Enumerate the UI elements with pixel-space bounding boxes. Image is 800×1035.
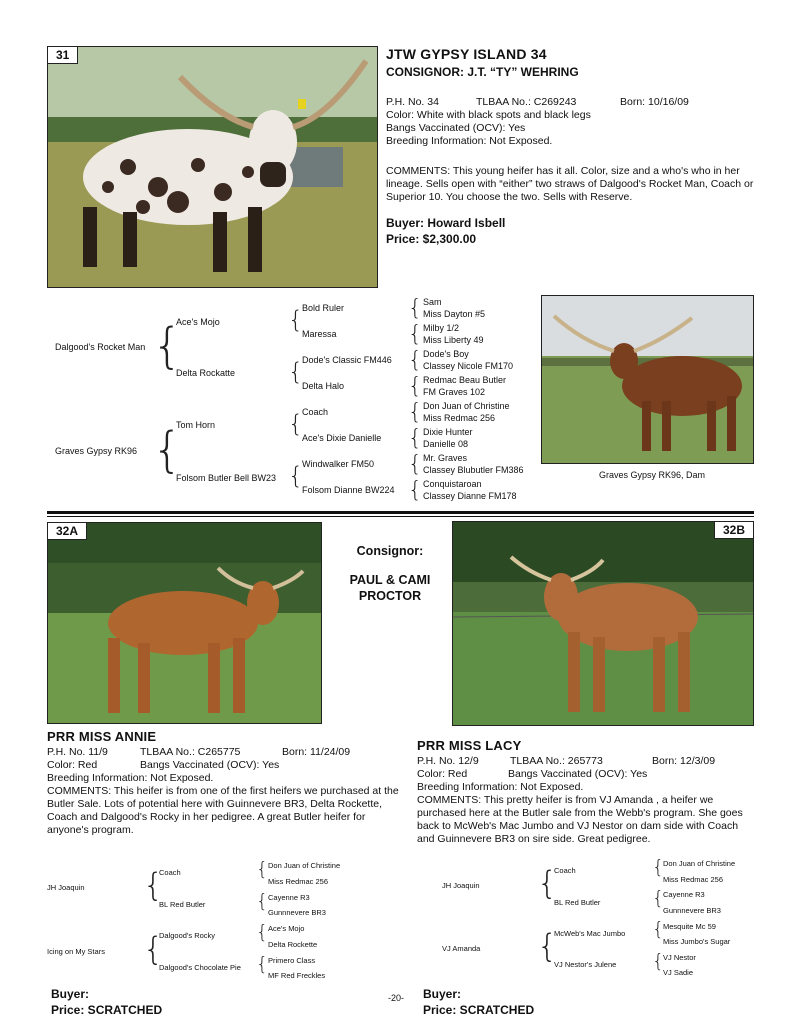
ped-g3: VJ Nestor (663, 953, 696, 962)
ped-g4: Mr. Graves (423, 453, 468, 463)
section-divider-thin (47, 516, 754, 517)
lot32a-buyer: Buyer: (51, 987, 90, 1001)
lot32b-name: PRR MISS LACY (417, 738, 522, 753)
lot31-breeding: Breeding Information: Not Exposed. (386, 135, 553, 147)
lot32b-bangs: Bangs Vaccinated (OCV): Yes (508, 768, 648, 780)
consignor-block (330, 544, 450, 604)
ped-dam: VJ Amanda (442, 944, 481, 953)
ped-g3: Primero Class (268, 956, 316, 965)
ped-g4: Miss Dayton #5 (423, 309, 486, 319)
ped-g3: Folsom Dianne BW224 (302, 485, 395, 495)
ped-g3: Delta Halo (302, 381, 345, 391)
ped-g4: Miss Liberty 49 (423, 335, 484, 345)
ped-g2: BL Red Butler (159, 900, 206, 909)
lot32b-tlbaa: TLBAA No.: 265773 (510, 755, 603, 767)
lot32a-ph: P.H. No. 11/9 (47, 746, 108, 758)
ped-g3: Miss Redmac 256 (268, 877, 329, 886)
lot32b-ph: P.H. No. 12/9 (417, 755, 479, 767)
ped-g3: Coach (302, 407, 329, 417)
ped-g4: Sam (423, 297, 442, 307)
ped-g4: Danielle 08 (423, 439, 469, 449)
ped-g3: Delta Rockette (268, 940, 318, 949)
ped-g3: Gunnnevere BR3 (268, 908, 326, 917)
lot32b-buyer: Buyer: (423, 987, 462, 1001)
lot32b-color: Color: Red (417, 768, 468, 780)
lot32b-photo (452, 521, 754, 726)
ped-g3: Cayenne R3 (268, 893, 310, 902)
ped-g3: Mesquite Mc 59 (663, 922, 716, 931)
lot32a-color: Color: Red (47, 759, 98, 771)
lot32a-number: 32A (47, 522, 87, 540)
lot32a-comments: COMMENTS: This heifer is from one of the first heifers we purchased at the Butler Sale. Lots of potential here with Guinnevere BR3, Delta Rockette, Coach and Dalgood's Rocky in her pedigree. A great Butler heifer for anyone's program. (47, 785, 399, 836)
lot32a-breeding: Breeding Information: Not Exposed. (47, 772, 214, 784)
ped-g3: Windwalker FM50 (302, 459, 375, 469)
ped-g3: Ace's Mojo (268, 924, 305, 933)
ped-g3: Miss Redmac 256 (663, 875, 724, 884)
ped-g3: MF Red Freckles (268, 971, 326, 980)
ped-g2: Delta Rockatte (176, 368, 236, 378)
lot32a-name: PRR MISS ANNIE (47, 729, 157, 744)
ped-g3: Don Juan of Christine (268, 861, 341, 870)
consignor-label: Consignor: (356, 544, 424, 558)
ped-sire: JH Joaquin (442, 881, 480, 890)
lot32a-price: Price: SCRATCHED (51, 1003, 163, 1017)
ped-g2: McWeb's Mac Jumbo (554, 929, 626, 938)
lot31-tlbaa: TLBAA No.: C269243 (476, 96, 577, 108)
ped-g2: Coach (159, 868, 181, 877)
lot31-number: 31 (47, 46, 78, 64)
ped-g2: Tom Horn (176, 420, 216, 430)
ped-g2: Folsom Butler Bell BW23 (176, 473, 277, 483)
ped-g4: Dixie Hunter (423, 427, 473, 437)
ped-g4: Conquistaroan (423, 479, 482, 489)
lot32a-born: Born: 11/24/09 (282, 746, 351, 758)
ped-dam: Icing on My Stars (47, 947, 105, 956)
ped-sire: JH Joaquin (47, 883, 85, 892)
lot32b-price: Price: SCRATCHED (423, 1003, 535, 1017)
lot31-bangs: Bangs Vaccinated (OCV): Yes (386, 122, 526, 134)
lot32b-born: Born: 12/3/09 (652, 755, 716, 767)
lot32a-photo (47, 522, 322, 724)
lot31-name: JTW GYPSY ISLAND 34 (386, 46, 547, 62)
ped-g4: FM Graves 102 (423, 387, 486, 397)
lot32b-breeding: Breeding Information: Not Exposed. (417, 781, 584, 793)
lot31-dam-photo (541, 295, 754, 464)
lot32a-tlbaa: TLBAA No.: C265775 (140, 746, 241, 758)
ped-g2: Dalgood's Rocky (159, 931, 216, 940)
consignor-name: PAUL & CAMI PROCTOR (349, 573, 431, 603)
ped-g2: Coach (554, 866, 576, 875)
lot31-ph: P.H. No. 34 (386, 96, 439, 108)
dam-caption: Graves Gypsy RK96, Dam (599, 470, 706, 480)
ped-g2: BL Red Butler (554, 898, 601, 907)
ped-g3: Cayenne R3 (663, 890, 705, 899)
ped-g4: Don Juan of Christine (423, 401, 510, 411)
lot31-price: Price: $2,300.00 (386, 232, 477, 246)
lot31-photo (47, 46, 378, 288)
ped-g4: Classey Dianne FM178 (423, 491, 517, 501)
ped-g4: Miss Redmac 256 (423, 413, 496, 423)
lot32a-bangs: Bangs Vaccinated (OCV): Yes (140, 759, 280, 771)
ped-g4: Milby 1/2 (423, 323, 460, 333)
ped-g3: Gunnnevere BR3 (663, 906, 721, 915)
lot31-comments: COMMENTS: This young heifer has it all. Color, size and a who's who in her lineage. Sells open with “either” two straws of Dalgood's Rocket Man, Coach or Superior 10. You choose the two. Sells with Reserve. (386, 165, 754, 203)
ped-g3: Miss Jumbo's Sugar (663, 937, 731, 946)
lot31-color: Color: White with black spots and black legs (386, 109, 591, 121)
lot32b-number: 32B (714, 521, 754, 539)
ped-g3: Maressa (302, 329, 337, 339)
ped-g4: Classey Blubutler FM386 (423, 465, 524, 475)
ped-g3: Ace's Dixie Danielle (302, 433, 382, 443)
ped-g3: Bold Ruler (302, 303, 345, 313)
page-number: -20- (388, 993, 405, 1003)
lot31-consignor: CONSIGNOR: J.T. “TY” WEHRING (386, 65, 579, 79)
lot31-buyer: Buyer: Howard Isbell (386, 216, 506, 230)
ped-g3: VJ Sadie (663, 968, 694, 977)
ped-g4: Dode's Boy (423, 349, 469, 359)
ped-g3: Don Juan of Christine (663, 859, 736, 868)
lot32b-comments: COMMENTS: This pretty heifer is from VJ Amanda , a heifer we purchased here at the Butler sale from the Webb's program. She goes back to McWeb's Mac Jumbo and VJ Nestor on dam side with Coach and Guinnevere BR3 on sire side. Great pedigree. (417, 794, 743, 845)
ped-g2: Dalgood's Chocolate Pie (159, 963, 241, 972)
ped-sire: Dalgood's Rocket Man (55, 342, 146, 352)
ped-g4: Redmac Beau Butler (423, 375, 507, 385)
ped-dam: Graves Gypsy RK96 (55, 446, 138, 456)
ped-g4: Classey Nicole FM170 (423, 361, 514, 371)
ped-g3: Dode's Classic FM446 (302, 355, 392, 365)
ped-g2: Ace's Mojo (176, 317, 220, 327)
section-divider (47, 511, 754, 514)
ped-g2: VJ Nestor's Julene (554, 960, 617, 969)
lot31-born: Born: 10/16/09 (620, 96, 689, 108)
